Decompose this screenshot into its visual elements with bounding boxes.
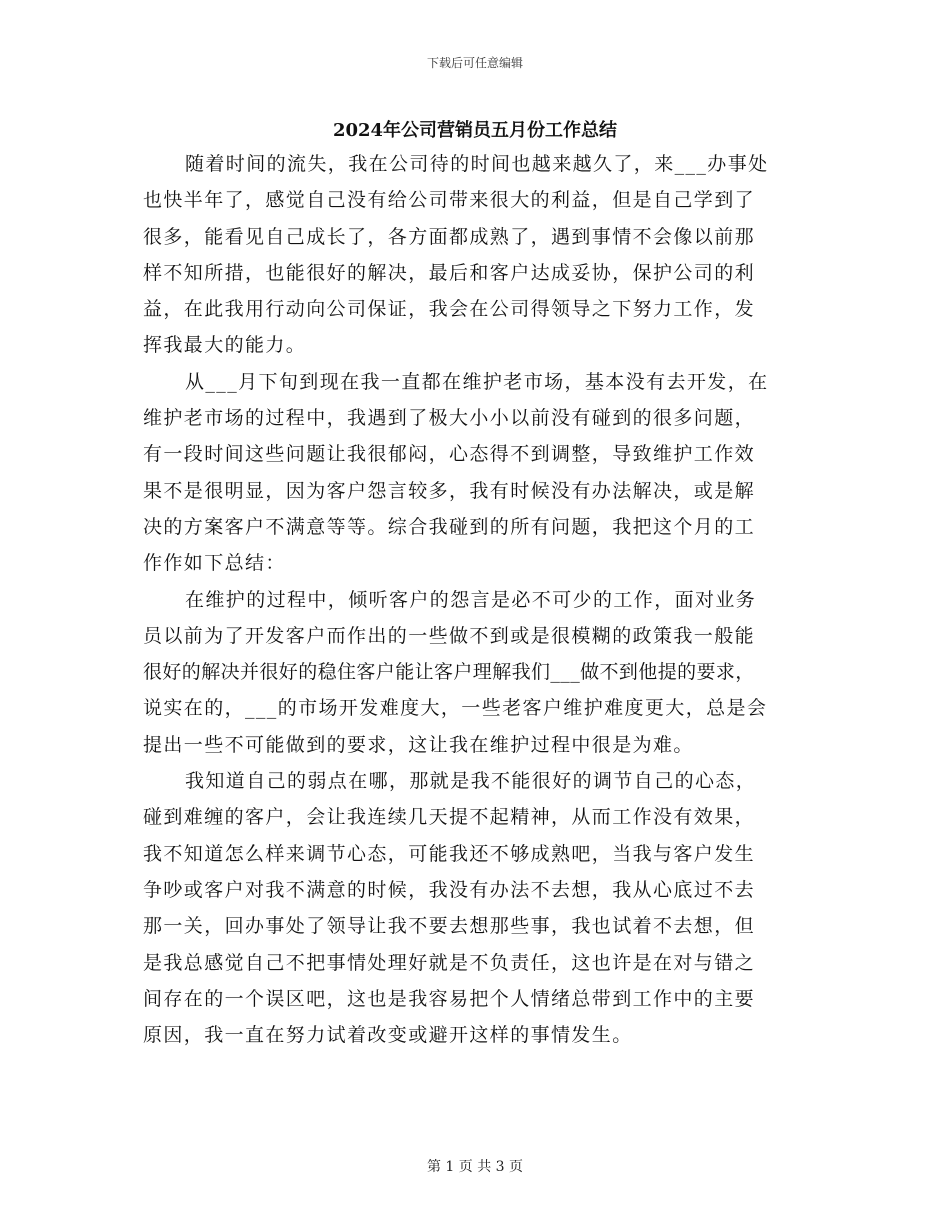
paragraph-line: 那一关，回办事处了领导让我不要去想那些事，我也试着不去想，但 [143, 915, 756, 938]
paragraph-line: 也快半年了，感觉自己没有给公司带来很大的利益，但是自己学到了 [143, 189, 756, 212]
paragraph-line: 从___月下旬到现在我一直都在维护老市场，基本没有去开发，在 [185, 370, 769, 393]
paragraph-line: 原因，我一直在努力试着改变或避开这样的事情发生。 [143, 1024, 633, 1047]
paragraph-line: 我不知道怎么样来调节心态，可能我还不够成熟吧，当我与客户发生 [143, 842, 756, 865]
document-title: 2024年公司营销员五月份工作总结 [332, 120, 618, 141]
paragraph-line: 争吵或客户对我不满意的时候，我没有办法不去想，我从心底过不去 [143, 878, 756, 901]
paragraph-line: 有一段时间这些问题让我很郁闷，心态得不到调整，导致维护工作效 [143, 443, 756, 466]
paragraph-line: 提出一些不可能做到的要求，这让我在维护过程中很是为难。 [143, 733, 694, 756]
page-number: 第 1 页 共 3 页 [426, 1159, 524, 1175]
paragraph-line: 样不知所措，也能很好的解决，最后和客户达成妥协，保护公司的利 [143, 261, 756, 284]
document-body [143, 146, 811, 1053]
paragraph-line: 作作如下总结： [143, 552, 286, 575]
paragraph-line: 果不是很明显，因为客户怨言较多，我有时候没有办法解决，或是解 [143, 479, 756, 502]
paragraph-line: 碰到难缠的客户，会让我连续几天提不起精神，从而工作没有效果， [143, 806, 756, 829]
paragraph-line: 说实在的，___的市场开发难度大，一些老客户维护难度更大，总是会 [143, 697, 768, 720]
paragraph-line: 很多，能看见自己成长了，各方面都成熟了，遇到事情不会像以前那 [143, 225, 756, 248]
paragraph-2 [143, 364, 811, 582]
paragraph-line: 很好的解决并很好的稳住客户能让客户理解我们___做不到他提的要求， [143, 661, 755, 684]
paragraph-line: 决的方案客户不满意等等。综合我碰到的所有问题，我把这个月的工 [143, 515, 756, 538]
paragraph-1 [143, 146, 811, 364]
paragraph-4 [143, 763, 811, 1053]
paragraph-line: 维护老市场的过程中，我遇到了极大小小以前没有碰到的很多问题， [143, 407, 756, 430]
paragraph-line: 间存在的一个误区吧，这也是我容易把个人情绪总带到工作中的主要 [143, 987, 756, 1010]
paragraph-line: 在维护的过程中，倾听客户的怨言是必不可少的工作，面对业务 [185, 588, 757, 611]
paragraph-line: 员以前为了开发客户而作出的一些做不到或是很模糊的政策我一般能 [143, 624, 756, 647]
paragraph-line: 是我总感觉自己不把事情处理好就是不负责任，这也许是在对与错之 [143, 951, 756, 974]
paragraph-line: 挥我最大的能力。 [143, 334, 307, 357]
paragraph-line: 益，在此我用行动向公司保证，我会在公司得领导之下努力工作，发 [143, 298, 756, 321]
paragraph-line: 随着时间的流失，我在公司待的时间也越来越久了，来___办事处 [185, 153, 769, 175]
paragraph-line: 我知道自己的弱点在哪，那就是我不能很好的调节自己的心态， [185, 770, 757, 793]
paragraph-3 [143, 582, 811, 763]
page-header-note: 下载后可任意编辑 [426, 56, 523, 70]
